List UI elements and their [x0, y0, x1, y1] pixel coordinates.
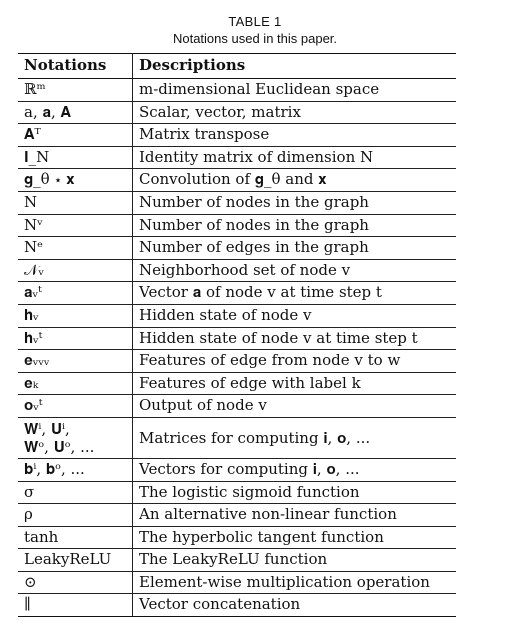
description-cell: The LeakyReLU function	[133, 549, 457, 572]
notation-cell: a, 𝐚, 𝐀	[18, 101, 133, 124]
notation-cell: 𝐞ᵥᵥᵥ	[18, 350, 133, 373]
table-body	[18, 79, 456, 617]
notation-cell: 𝐀ᵀ	[18, 124, 133, 147]
table-row	[18, 259, 456, 282]
notation-cell: 𝒩ᵥ	[18, 259, 133, 282]
table-row	[18, 169, 456, 192]
table-row	[18, 549, 456, 572]
notation-cell: 𝐡ᵥ	[18, 304, 133, 327]
table-row	[18, 214, 456, 237]
column-header-descriptions: Descriptions	[133, 54, 457, 79]
notation-cell: ∥	[18, 594, 133, 617]
table-row	[18, 594, 456, 617]
description-cell: Neighborhood set of node v	[133, 259, 457, 282]
table-header-row	[18, 54, 456, 79]
table-row	[18, 304, 456, 327]
description-cell: Vectors for computing 𝐢, 𝐨, ...	[133, 458, 457, 481]
table-caption: Notations used in this paper.	[172, 31, 338, 46]
notation-cell: ℝᵐ	[18, 79, 133, 102]
description-cell: m-dimensional Euclidean space	[133, 79, 457, 102]
description-cell: Identity matrix of dimension N	[133, 146, 457, 169]
table-row	[18, 350, 456, 373]
description-cell: Features of edge from node v to w	[133, 350, 457, 373]
notation-cell: tanh	[18, 526, 133, 549]
table-row	[18, 504, 456, 527]
column-header-notations: Notations	[18, 54, 133, 79]
table-row	[18, 372, 456, 395]
table-row	[18, 458, 456, 481]
table-row	[18, 417, 456, 458]
description-cell: Vector concatenation	[133, 594, 457, 617]
description-cell: Matrices for computing 𝐢, 𝐨, ...	[133, 417, 457, 458]
notation-cell: 𝐚ᵥᵗ	[18, 282, 133, 305]
table-row	[18, 237, 456, 260]
description-cell: The hyperbolic tangent function	[133, 526, 457, 549]
description-cell: Features of edge with label k	[133, 372, 457, 395]
table-row	[18, 481, 456, 504]
description-cell: Output of node v	[133, 395, 457, 418]
notation-table	[18, 53, 456, 617]
notation-cell: 𝐈_N	[18, 146, 133, 169]
description-cell: An alternative non-linear function	[133, 504, 457, 527]
notation-cell: ρ	[18, 504, 133, 527]
notation-cell: 𝐖ⁱ, 𝐔ⁱ, 𝐖ᵒ, 𝐔ᵒ, ...	[18, 417, 133, 458]
table-row	[18, 571, 456, 594]
table-row	[18, 395, 456, 418]
table-row	[18, 124, 456, 147]
notation-cell: Nᵛ	[18, 214, 133, 237]
description-cell: Number of edges in the graph	[133, 237, 457, 260]
notation-cell: N	[18, 191, 133, 214]
table-row	[18, 146, 456, 169]
description-cell: Hidden state of node v	[133, 304, 457, 327]
description-cell: Number of nodes in the graph	[133, 214, 457, 237]
notation-cell: 𝐡ᵥᵗ	[18, 327, 133, 350]
notation-cell: σ	[18, 481, 133, 504]
notation-cell: 𝐨ᵥᵗ	[18, 395, 133, 418]
description-cell: The logistic sigmoid function	[133, 481, 457, 504]
table-row	[18, 327, 456, 350]
table-row	[18, 79, 456, 102]
notation-cell: 𝐞ₖ	[18, 372, 133, 395]
table-row	[18, 282, 456, 305]
table-label: TABLE 1	[228, 14, 282, 29]
notation-cell: 𝐛ⁱ, 𝐛ᵒ, ...	[18, 458, 133, 481]
description-cell: Convolution of 𝐠_θ and 𝐱	[133, 169, 457, 192]
table-row	[18, 191, 456, 214]
description-cell: Hidden state of node v at time step t	[133, 327, 457, 350]
description-cell: Number of nodes in the graph	[133, 191, 457, 214]
notation-cell: 𝐠_θ ⋆ 𝐱	[18, 169, 133, 192]
notation-cell: Nᵉ	[18, 237, 133, 260]
description-cell: Element-wise multiplication operation	[133, 571, 457, 594]
notation-cell: LeakyReLU	[18, 549, 133, 572]
table-row	[18, 526, 456, 549]
description-cell: Scalar, vector, matrix	[133, 101, 457, 124]
description-cell: Matrix transpose	[133, 124, 457, 147]
table-row	[18, 101, 456, 124]
description-cell: Vector 𝐚 of node v at time step t	[133, 282, 457, 305]
notation-cell: ⊙	[18, 571, 133, 594]
